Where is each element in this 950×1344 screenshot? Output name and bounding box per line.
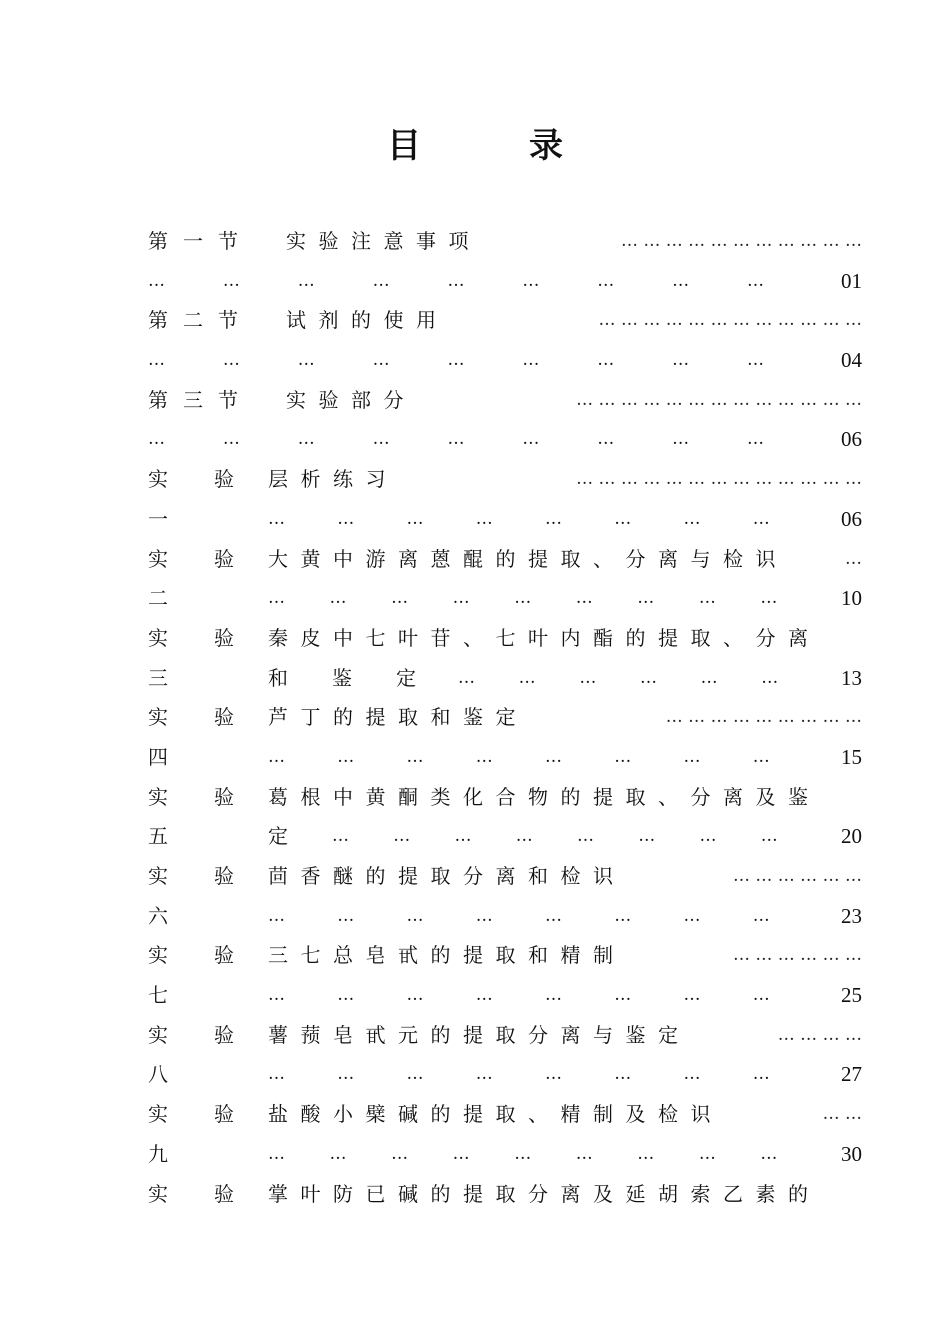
leader-dots: … … … … … … … … …: [665, 707, 862, 728]
page-number: 27: [841, 1062, 862, 1087]
toc-entry-exp-3[interactable]: [148, 619, 862, 659]
entry-title: 茴香醚的提取分离和检识: [268, 864, 626, 888]
leader-dots: … … … … … … … … …: [148, 270, 764, 291]
leader-dots: … … … … … …: [732, 945, 862, 966]
entry-title-cont: 定: [268, 824, 288, 849]
leader-dots: … … … … … … … … …: [148, 350, 764, 371]
entry-title: 秦皮中七叶苷、七叶内酯的提取、分离: [268, 625, 821, 650]
entry-label: 实 验: [148, 943, 234, 968]
leader-dots: … … … … … … … … … … … … …: [576, 469, 862, 490]
toc-entry-exp-5[interactable]: [148, 778, 862, 818]
toc-entry-3-cont: [148, 420, 862, 460]
toc-entry-3[interactable]: [148, 381, 862, 421]
leader-dots: … … … … … … … … … … …: [620, 231, 862, 251]
entry-label: 实 验: [148, 546, 234, 571]
entry-label: 实 验: [148, 705, 234, 730]
toc-entry-exp-10[interactable]: [148, 1175, 862, 1215]
entry-label: 实 验: [148, 784, 234, 809]
page-number: 25: [841, 983, 862, 1008]
entry-number: 七: [148, 983, 168, 1008]
entry-title-cont: 定: [396, 665, 416, 690]
entry-title: 三七总皂甙的提取和精制: [268, 943, 626, 968]
entry-label: 实 验: [148, 1022, 234, 1047]
entry-title-cont: 鉴: [332, 665, 352, 690]
toc-entry-1-cont: [148, 262, 862, 302]
leader-dots: … … … … … … … … … … … … …: [576, 389, 862, 410]
page-number: 20: [841, 824, 862, 849]
page-number: 15: [841, 744, 862, 769]
toc-entry-exp-7-cont: [148, 976, 862, 1016]
page-number: 10: [841, 586, 862, 611]
entry-title: 掌叶防已碱的提取分离及延胡索乙素的: [268, 1181, 821, 1206]
leader-dots: … … … … … … … …: [268, 985, 770, 1006]
leader-dots: … … … … … …: [458, 667, 779, 688]
entry-title: 实验部分: [286, 387, 416, 412]
entry-label: 第 二 节: [148, 308, 238, 333]
entry-title: 试剂的使用: [286, 308, 449, 333]
page-number: 01: [841, 268, 862, 293]
entry-title: 薯蓣皂甙元的提取分离与鉴定: [268, 1022, 691, 1047]
leader-dots: … … … … … … … … …: [268, 588, 778, 609]
leader-dots: … …: [822, 1104, 862, 1125]
page-title: [0, 118, 950, 167]
toc-entry-exp-2[interactable]: [148, 540, 862, 580]
entry-label: 实 验: [148, 1102, 234, 1127]
page-number: 06: [841, 506, 862, 531]
toc-entry-exp-3-cont: [148, 659, 862, 699]
toc-entry-exp-4-cont: [148, 738, 862, 778]
entry-label: 实 验: [148, 1181, 234, 1206]
entry-title: 芦丁的提取和鉴定: [268, 705, 528, 730]
entry-label: 第 三 节: [148, 387, 238, 412]
toc-entry-exp-8[interactable]: [148, 1016, 862, 1056]
leader-dots: … … … … … … … …: [268, 905, 770, 926]
entry-label: 实 验: [148, 467, 234, 492]
entry-number: 二: [148, 586, 168, 611]
entry-title: 大黄中游离蒽醌的提取、分离与检识: [268, 546, 788, 571]
title-char-2: 录: [529, 126, 563, 166]
entry-number: 四: [148, 744, 168, 769]
page-number: 23: [841, 903, 862, 928]
entry-label: 实 验: [148, 625, 234, 650]
toc-entry-exp-6-cont: [148, 897, 862, 937]
entry-title: 实验注意事项: [286, 229, 481, 253]
title-char-1: 目: [387, 126, 421, 166]
toc-entry-exp-6[interactable]: [148, 857, 862, 897]
toc-entry-exp-9-cont: [148, 1135, 862, 1175]
entry-label: 实 验: [148, 864, 234, 888]
leader-dots: … … … … … … … …: [268, 1064, 770, 1085]
leader-dots: … … … … … … … … … … … …: [598, 310, 862, 331]
entry-title: 葛根中黄酮类化合物的提取、分离及鉴: [268, 784, 821, 809]
entry-number: 五: [148, 824, 168, 849]
toc-entry-exp-5-cont: [148, 817, 862, 857]
toc-entry-exp-4[interactable]: [148, 698, 862, 738]
leader-dots: … … … … … … … …: [268, 508, 770, 529]
page-number: 06: [841, 427, 862, 452]
toc-entry-1[interactable]: [148, 222, 862, 262]
entry-number: 六: [148, 903, 168, 928]
page-number: 30: [841, 1141, 862, 1166]
leader-dots: … … … … … … … …: [332, 826, 778, 847]
page-number: 04: [841, 348, 862, 373]
entry-title-cont: 和: [268, 665, 288, 690]
leader-dots: … … … … … … … … …: [268, 1143, 778, 1164]
toc-entry-exp-2-cont: [148, 579, 862, 619]
leader-dots: … … … … … … … … …: [148, 429, 764, 450]
leader-dots: … … … … … … … …: [268, 746, 770, 767]
table-of-contents: [148, 222, 862, 1214]
page-number: 13: [841, 665, 862, 690]
entry-number: 三: [148, 665, 168, 690]
toc-entry-exp-7[interactable]: [148, 936, 862, 976]
toc-entry-exp-1-cont: [148, 500, 862, 540]
toc-entry-2-cont: [148, 341, 862, 381]
leader-dots: … … … … … …: [732, 866, 862, 886]
toc-entry-exp-9[interactable]: [148, 1095, 862, 1135]
entry-number: 一: [148, 506, 168, 531]
toc-entry-exp-1[interactable]: [148, 460, 862, 500]
entry-title: 层析练习: [268, 467, 398, 492]
entry-number: 九: [148, 1141, 168, 1166]
leader-dots: … … … …: [777, 1024, 862, 1045]
entry-title: 盐酸小檗碱的提取、精制及检识: [268, 1102, 723, 1127]
leader-dots: …: [845, 548, 862, 569]
entry-number: 八: [148, 1062, 168, 1087]
toc-entry-exp-8-cont: [148, 1055, 862, 1095]
toc-entry-2[interactable]: [148, 301, 862, 341]
entry-label: 第 一 节: [148, 229, 238, 253]
